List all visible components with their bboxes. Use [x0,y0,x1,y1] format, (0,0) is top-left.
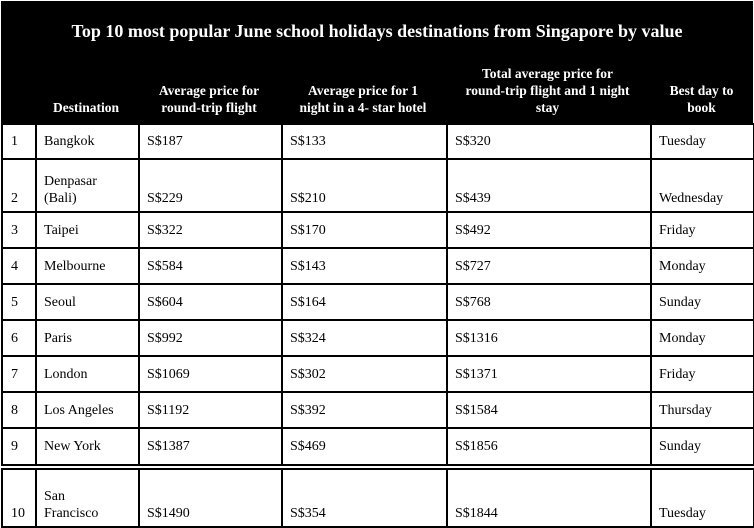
header-hotel-line-2: night in a 4- star hotel [299,100,427,115]
rank-cell: 5 [2,284,36,320]
rank-cell: 2 [2,159,36,212]
best-day-cell: Monday [651,248,754,284]
header-flight-line-1: Average price for [158,83,260,98]
hotel-price-cell: S$143 [282,248,447,284]
destination-line-2: (Bali) [44,191,77,206]
total-price-cell: S$727 [447,248,651,284]
header-total-line-2: round-trip flight and 1 night [465,83,630,98]
destination-cell: New York [36,428,139,465]
hotel-price-cell: S$324 [282,320,447,356]
best-day-cell: Tuesday [651,469,754,527]
rank-cell: 7 [2,356,36,392]
header-total-line-1: Total average price for [481,66,614,81]
total-price-cell: S$492 [447,212,651,248]
header-best-day [650,82,753,116]
total-price-cell: S$1856 [447,428,651,465]
destination-cell: Taipei [36,212,139,248]
flight-price-cell: S$604 [139,284,282,320]
total-price-cell: S$320 [447,124,651,159]
flight-price-cell: S$229 [139,159,282,212]
hotel-price-cell: S$133 [282,124,447,159]
best-day-cell: Tuesday [651,124,754,159]
hotel-price-cell: S$354 [282,469,447,527]
best-day-cell: Wednesday [651,159,754,212]
flight-price-cell: S$187 [139,124,282,159]
destination-cell [36,469,139,527]
table-header [1,61,753,123]
total-price-cell: S$439 [447,159,651,212]
header-best-day-line-1: Best day to [669,83,734,98]
table-row [2,392,754,428]
total-price-cell: S$1584 [447,392,651,428]
rank-cell: 6 [2,320,36,356]
destinations-table [1,123,754,528]
table-row [2,469,754,527]
table-title: Top 10 most popular June school holidays destinations from Singapore by value [1,1,753,61]
header-best-day-line-2: book [687,100,716,115]
flight-price-cell: S$1192 [139,392,282,428]
hotel-price-cell: S$392 [282,392,447,428]
table-row [2,356,754,392]
table-row [2,428,754,465]
table-row [2,284,754,320]
hotel-price-cell: S$210 [282,159,447,212]
best-day-cell: Thursday [651,392,754,428]
hotel-price-cell: S$170 [282,212,447,248]
destination-cell [36,159,139,212]
destinations-document [1,1,753,525]
flight-price-cell: S$1069 [139,356,282,392]
hotel-price-cell: S$164 [282,284,447,320]
header-total-price [446,65,649,116]
total-price-cell: S$1316 [447,320,651,356]
destination-cell: Paris [36,320,139,356]
flight-price-cell: S$1387 [139,428,282,465]
rank-cell: 8 [2,392,36,428]
table-row [2,124,754,159]
rank-cell: 3 [2,212,36,248]
best-day-cell: Sunday [651,284,754,320]
table-row [2,320,754,356]
destination-cell: Seoul [36,284,139,320]
destination-line-1: Denpasar [44,174,97,189]
best-day-cell: Monday [651,320,754,356]
destination-line-1: San [44,489,65,504]
hotel-price-cell: S$302 [282,356,447,392]
destination-cell: Melbourne [36,248,139,284]
rank-cell: 10 [2,469,36,527]
best-day-cell: Friday [651,356,754,392]
rank-cell: 4 [2,248,36,284]
header-total-line-3: stay [535,100,560,115]
table-row [2,248,754,284]
hotel-price-cell: S$469 [282,428,447,465]
header-destination: Destination [52,100,119,115]
best-day-cell: Sunday [651,428,754,465]
header-hotel-line-1: Average price for 1 [307,83,419,98]
table-row [2,212,754,248]
flight-price-cell: S$992 [139,320,282,356]
destination-line-2: Francisco [44,506,99,521]
header-hotel-price [281,82,445,116]
rank-cell: 1 [2,124,36,159]
table-row [2,159,754,212]
total-price-cell: S$1371 [447,356,651,392]
flight-price-cell: S$1490 [139,469,282,527]
rank-cell: 9 [2,428,36,465]
total-price-cell: S$768 [447,284,651,320]
flight-price-cell: S$322 [139,212,282,248]
total-price-cell: S$1844 [447,469,651,527]
destination-cell: Bangkok [36,124,139,159]
best-day-cell: Friday [651,212,754,248]
destination-cell: London [36,356,139,392]
destination-cell: Los Angeles [36,392,139,428]
flight-price-cell: S$584 [139,248,282,284]
header-flight-price [138,82,280,116]
header-flight-line-2: round-trip flight [161,100,257,115]
